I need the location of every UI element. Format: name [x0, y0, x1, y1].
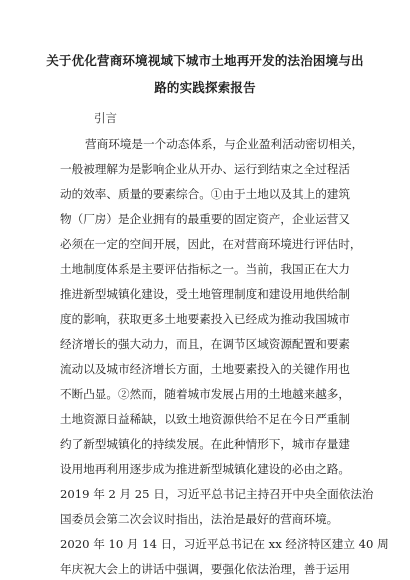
- paragraph-line: 土地资源日益稀缺，以致土地资源供给不足在今日严重制: [60, 412, 350, 426]
- paragraph-line: 设用地再利用逐步成为推进新型城镇化建设的必由之路。: [60, 462, 350, 476]
- paragraph-line: 物（厂房）是企业拥有的最重要的固定资产，企业运营又: [60, 212, 350, 226]
- paragraph-line: 约了新型城镇化的持续发展。在此种情形下，城市存量建: [60, 437, 350, 451]
- paragraph-line: 土地制度体系是主要评估指标之一。当前，我国正在大力: [60, 262, 350, 276]
- paragraph-line: 年庆祝大会上的讲话中强调，要强化依法治理，善于运用: [60, 562, 350, 576]
- paragraph-line: 营商环境是一个动态体系，与企业盈利活动密切相关，: [85, 137, 364, 151]
- paragraph-line: 2020 年 10 月 14 日，习近平总书记在 xx 经济特区建立 40 周: [60, 537, 389, 551]
- paragraph-line: 必须在一定的空间开展，因此，在对营商环境进行评估时，: [60, 237, 362, 251]
- paragraph-line: 度的影响，获取更多土地要素投入已经成为推动我国城市: [60, 312, 350, 326]
- document-title-line-1: 关于优化营商环境视域下城市土地再开发的法治困境与出: [46, 53, 364, 68]
- paragraph-line: 动的效率、质量的要素综合。①由于土地以及其上的建筑: [60, 187, 350, 201]
- paragraph-line: 2019 年 2 月 25 日，习近平总书记主持召开中央全面依法治: [60, 487, 374, 501]
- section-heading: 引言: [94, 111, 117, 125]
- paragraph-line: 国委员会第二次会议时指出，法治是最好的营商环境。: [60, 512, 339, 526]
- paragraph-line: 流动以及城市经济增长方面，土地要素投入的关键作用也: [60, 362, 350, 376]
- paragraph-line: 不断凸显。②然而，随着城市发展占用的土地越来越多，: [60, 387, 350, 401]
- paragraph-line: 一般被理解为是影响企业从开办、运行到结束之全过程活: [60, 162, 350, 176]
- paragraph-line: 经济增长的强大动力，而且，在调节区域资源配置和要素: [60, 337, 350, 351]
- document-title-line-2: 路的实践探索报告: [154, 80, 256, 95]
- paragraph-line: 推进新型城镇化建设，受土地管理制度和建设用地供给制: [60, 287, 350, 301]
